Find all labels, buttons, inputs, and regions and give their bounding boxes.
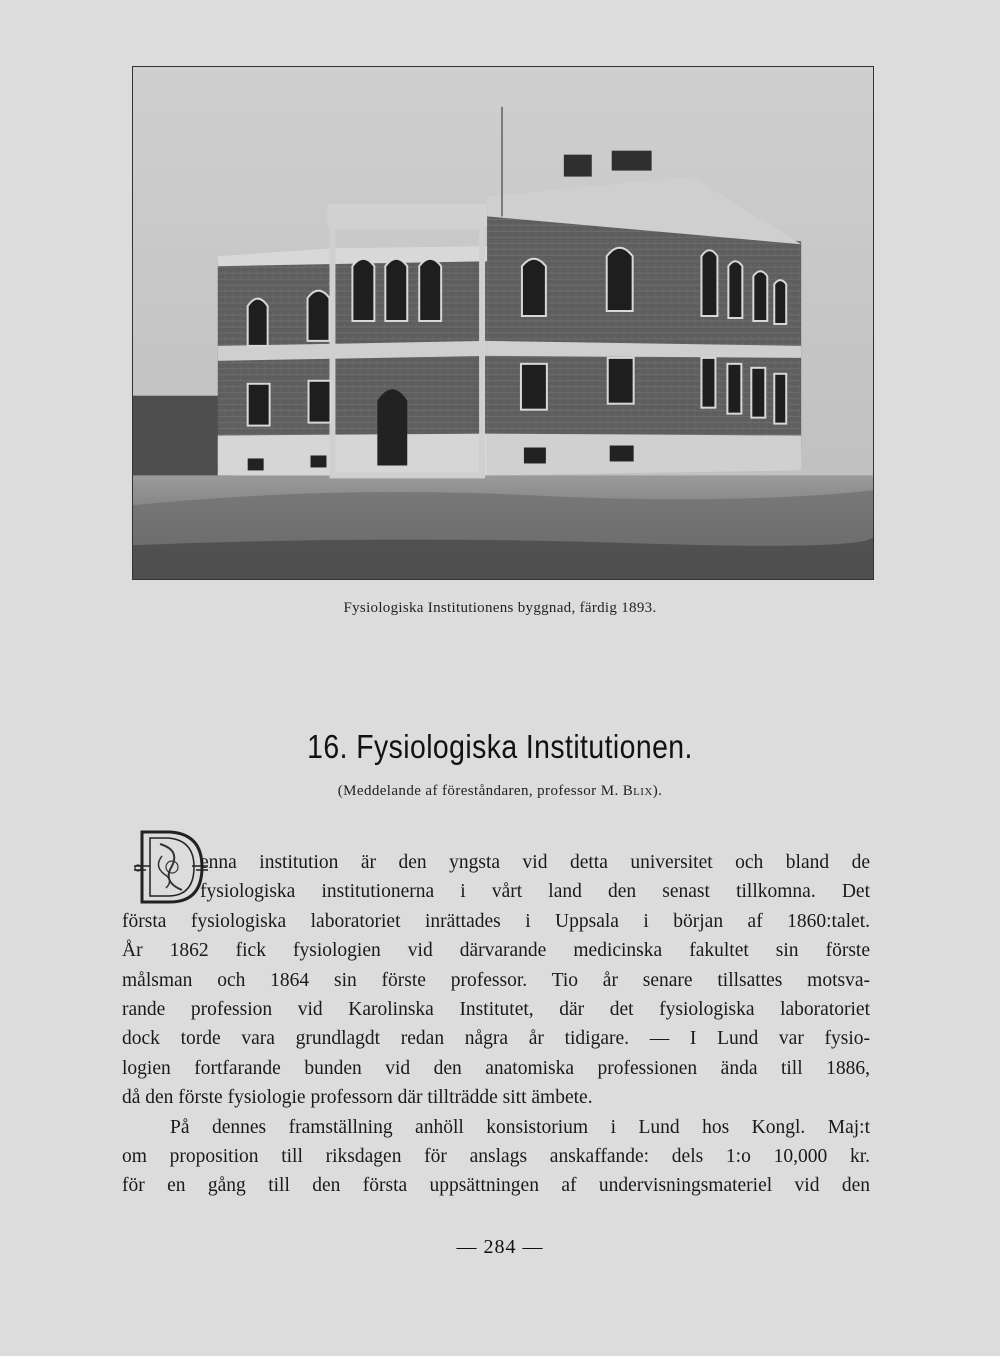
text-line: om proposition till riksdagen för anslags anskaffande: dels 1:o 10,000 kr. [122, 1145, 870, 1167]
text-line: för en gång till den första uppsättningen af undervisningsmateriel vid den [122, 1175, 870, 1197]
text-line: logien fortfarande bunden vid den anatomiska professionen ända till 1886, [122, 1057, 870, 1079]
text-line: fysiologiska institutionerna i vårt land den senast tillkomna. Det [200, 881, 870, 903]
body-text [122, 848, 870, 1201]
author-name: Blix [622, 783, 653, 799]
figure-caption: Fysiologiska Institutionens byggnad, färdig 1893. [343, 600, 657, 616]
text-line: första fysiologiska laboratoriet inrättades i Uppsala i början af 1860:talet. [122, 910, 870, 932]
text-line: då den förste fysiologie professorn där tillträdde sitt ämbete. [122, 1087, 593, 1109]
building-photograph [132, 66, 874, 580]
text-line: målsman och 1864 sin förste professor. Tio år senare tillsattes motsva- [122, 969, 870, 991]
text-line: rande profession vid Karolinska Institutet, där det fysiologiska laboratoriet [122, 998, 870, 1020]
text-line: dock torde vara grundlagdt redan några år tidigare. — I Lund var fysio- [122, 1028, 870, 1050]
building-illustration [133, 67, 873, 579]
text-line: På dennes framställning anhöll konsistorium i Lund hos Kongl. Maj:t [170, 1116, 870, 1138]
subheading-suffix: ). [652, 783, 663, 799]
text-line: enna institution är den yngsta vid detta universitet och bland de [200, 852, 870, 873]
text-line: År 1862 fick fysiologien vid därvarande medicinska fakultet sin förste [122, 940, 870, 962]
section-heading: 16. Fysiologiska Institutionen. [307, 728, 693, 765]
subheading-prefix: (Meddelande af föreståndaren, professor M. [337, 783, 623, 799]
section-subheading [0, 783, 1000, 800]
page-number: — 284 — [456, 1236, 544, 1258]
